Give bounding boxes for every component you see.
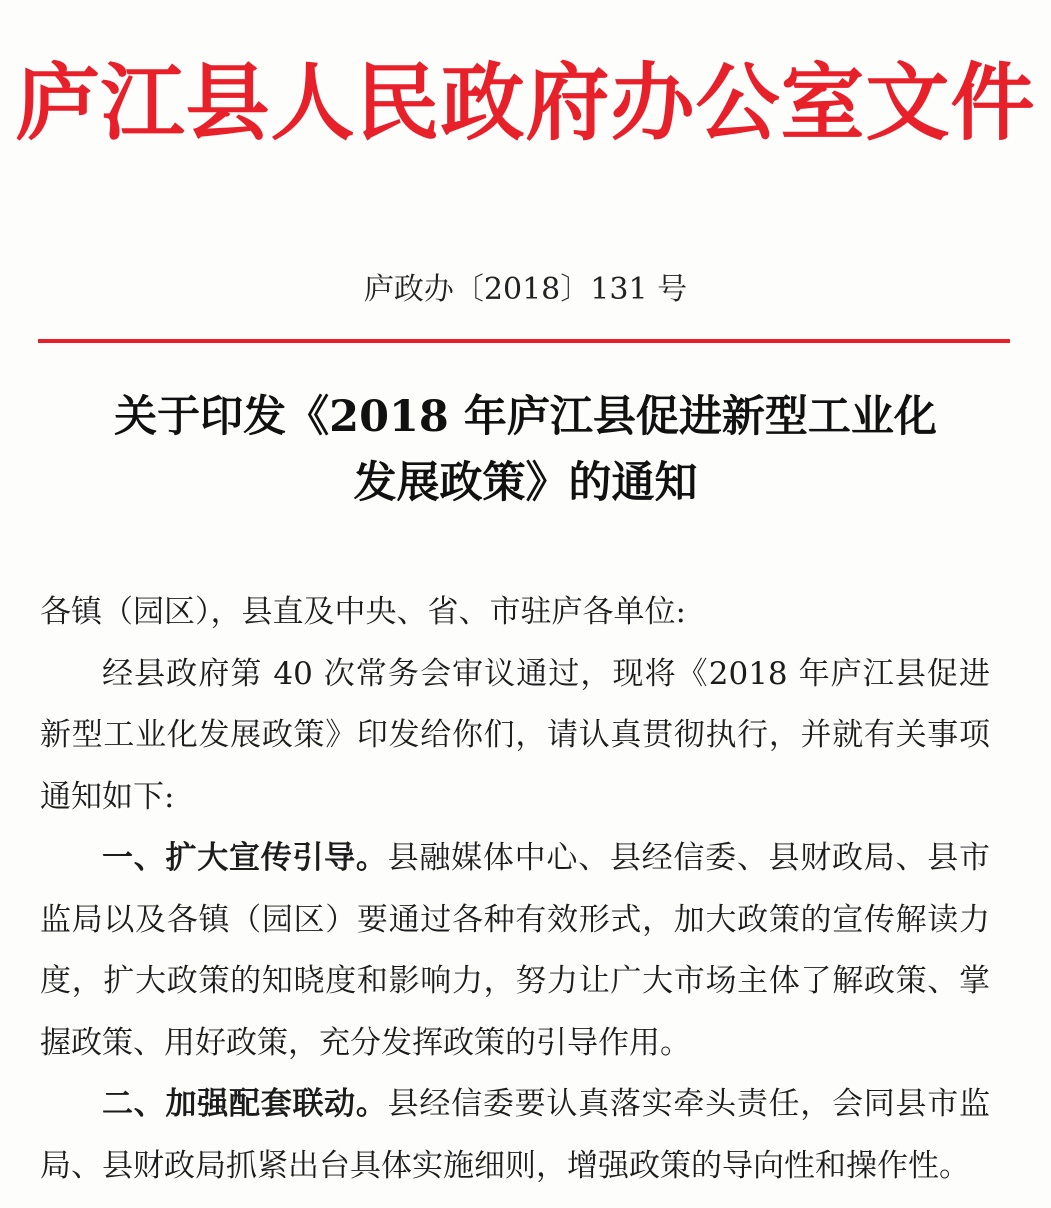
- item-2-text: 县经信委要认真落实牵头责任，会同县市监局、县财政局抓紧出台具体实施细则，增强政策的导向性和操作性。: [40, 1086, 991, 1184]
- item-paragraph-1: [40, 828, 990, 1074]
- item-1-text: 县融媒体中心、县经信委、县财政局、县市监局以及各镇（园区）要通过各种有效形式，加大政策的宣传解读力度，扩大政策的知晓度和影响力，努力让广大市场主体了解政策、掌握政策、用好政策，充分发挥政策的引导作用。: [40, 840, 991, 1061]
- document-number: 庐政办〔2018〕131 号: [363, 272, 688, 307]
- masthead-title: 庐江县人民政府办公室文件: [15, 54, 1036, 152]
- notice-body: [40, 582, 990, 1197]
- red-divider-line: [38, 339, 1010, 343]
- addressee-line: 各镇（园区），县直及中央、省、市驻庐各单位:: [40, 594, 686, 630]
- item-2-heading: 二、加强配套联动。: [102, 1086, 388, 1122]
- intro-paragraph: 经县政府第 40 次常务会审议通过，现将《2018 年庐江县促进新型工业化发展政策》印发给你们，请认真贯彻执行，并就有关事项通知如下:: [40, 655, 990, 815]
- notice-title: [0, 384, 1051, 516]
- item-paragraph-2: [40, 1074, 990, 1197]
- item-1-heading: 一、扩大宣传引导。: [102, 840, 388, 876]
- notice-title-line-2: 发展政策》的通知: [353, 458, 698, 508]
- notice-title-line-1: 关于印发《2018 年庐江县促进新型工业化: [114, 392, 937, 442]
